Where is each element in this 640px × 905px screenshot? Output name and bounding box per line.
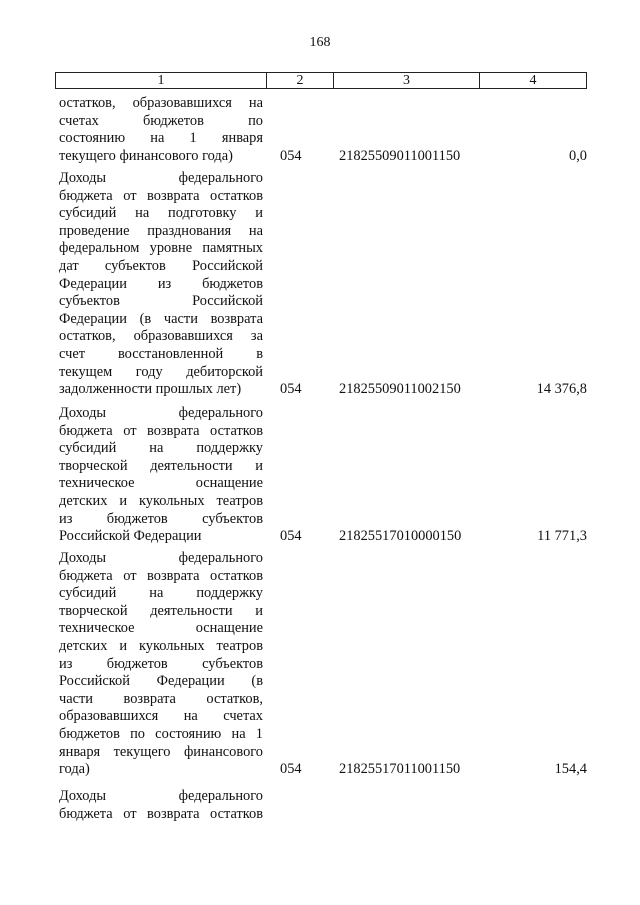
description-line: Доходы федерального (59, 550, 263, 566)
row-description (59, 170, 263, 399)
description-line: из бюджетов субъектов (59, 655, 263, 672)
row-description (59, 95, 263, 165)
row-code: 054 (280, 528, 302, 545)
description-line: Российской Федерации (в (59, 673, 263, 690)
description-line: января текущего финансового (59, 743, 263, 760)
description-line: субсидий на поддержку (59, 585, 263, 602)
description-line: федеральном уровне памятных (59, 240, 263, 257)
description-line: детских и кукольных театров (59, 637, 263, 654)
description-line: бюджетов по состоянию на 1 (59, 725, 263, 742)
table-row (55, 95, 587, 165)
description-line: Федерации (в части возврата (59, 310, 263, 327)
row-description (59, 550, 263, 779)
description-line: Доходы федерального (59, 170, 263, 186)
row-description (59, 405, 263, 546)
description-line: Федерации из бюджетов (59, 275, 263, 292)
description-line: техническое оснащение (59, 475, 263, 492)
table-header (55, 72, 587, 89)
description-line: остатков, образовавшихся за (59, 328, 263, 345)
row-description (59, 788, 263, 823)
description-line: субсидий на поддержку (59, 440, 263, 457)
row-amount: 0,0 (569, 147, 587, 164)
description-line: Доходы федерального (59, 788, 263, 804)
description-line: счет восстановленной в (59, 345, 263, 362)
row-code: 054 (280, 761, 302, 778)
row-budget-code: 21825509011002150 (339, 381, 461, 398)
description-line: остатков, образовавшихся на (59, 95, 263, 111)
table-row (55, 788, 587, 823)
description-line: образовавшихся на счетах (59, 708, 263, 725)
description-line: бюджета от возврата остатков (59, 187, 263, 204)
description-line: творческой деятельности и (59, 457, 263, 474)
description-line: из бюджетов субъектов (59, 510, 263, 527)
description-line: бюджета от возврата остатков (59, 422, 263, 439)
description-line: Доходы федерального (59, 405, 263, 421)
description-line: текущем году дебиторской (59, 363, 263, 380)
description-line: бюджета от возврата остатков (59, 567, 263, 584)
row-code: 054 (280, 147, 302, 164)
page-number: 168 (309, 35, 331, 50)
row-amount: 11 771,3 (537, 528, 587, 545)
description-line: творческой деятельности и (59, 602, 263, 619)
description-line: бюджета от возврата остатков (59, 805, 263, 822)
description-line: Российской Федерации (59, 528, 202, 545)
description-line: счетах бюджетов по (59, 112, 263, 129)
table-row (55, 405, 587, 546)
description-line: субъектов Российской (59, 293, 263, 310)
description-line: детских и кукольных театров (59, 492, 263, 509)
table-row (55, 170, 587, 399)
row-amount: 14 376,8 (536, 381, 587, 398)
row-budget-code: 21825517010000150 (339, 528, 462, 545)
header-col-1: 1 (56, 73, 267, 88)
description-line: части возврата остатков, (59, 690, 263, 707)
description-line: субсидий на подготовку и (59, 205, 263, 222)
header-col-4: 4 (529, 73, 537, 88)
description-line: техническое оснащение (59, 620, 263, 637)
description-line: года) (59, 761, 90, 778)
description-line: проведение празднования на (59, 222, 263, 239)
description-line: дат субъектов Российской (59, 257, 263, 274)
header-col-3: 3 (334, 73, 480, 88)
row-budget-code: 21825509011001150 (339, 147, 461, 164)
row-budget-code: 21825517011001150 (339, 761, 461, 778)
table-row (55, 550, 587, 779)
row-amount: 154,4 (554, 761, 587, 778)
header-col-2: 2 (267, 73, 334, 88)
description-line: состоянию на 1 января (59, 130, 263, 147)
description-line: текущего финансового года) (59, 147, 233, 164)
row-code: 054 (280, 381, 302, 398)
description-line: задолженности прошлых лет) (59, 381, 242, 398)
